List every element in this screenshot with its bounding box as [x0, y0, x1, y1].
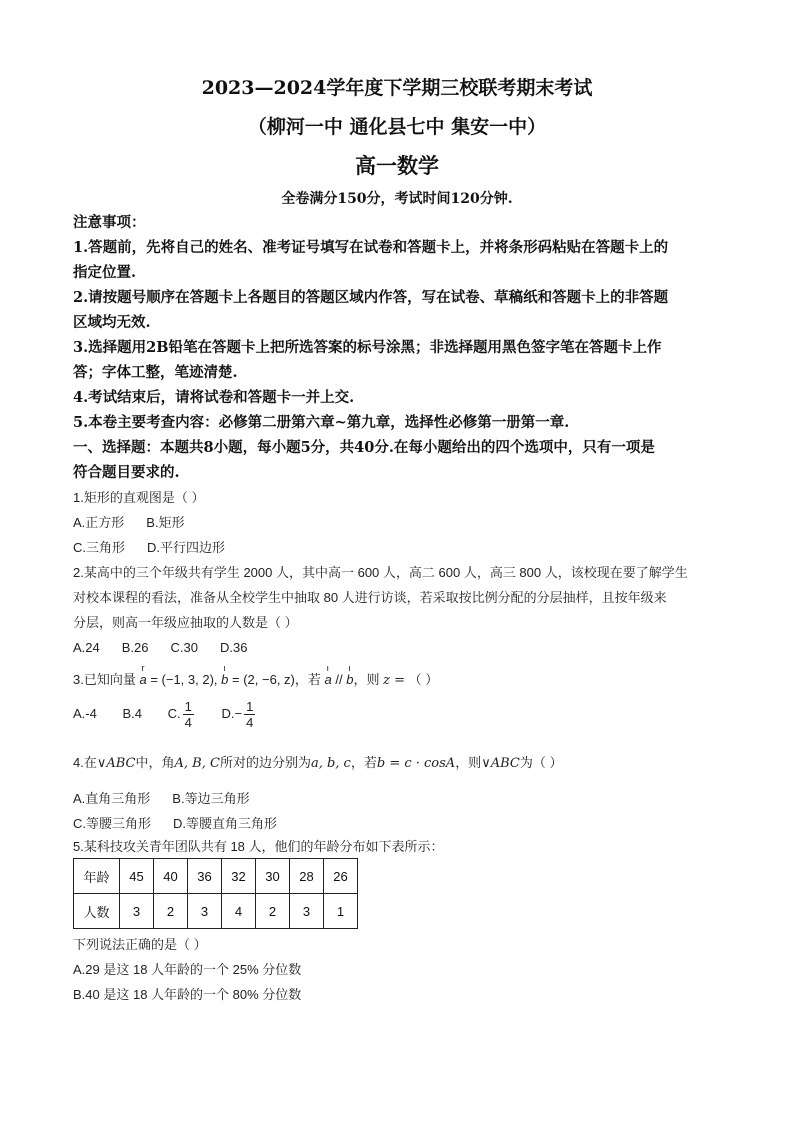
q2-option-a: A.24: [73, 640, 100, 655]
vector-b: ı b: [221, 663, 229, 687]
vector-a-2: ı a: [324, 663, 332, 687]
q2-option-b: B.26: [121, 640, 149, 655]
q1-option-c: C.三角形: [73, 540, 126, 555]
q2-option-d: D.36: [219, 640, 248, 655]
q2-line1: 2.某高中的三个年级共有学生 2000 人，其中高一 600 人，高二 600 人，高三 800 人，该校现在要了解学生: [73, 565, 688, 580]
table-cell: 4: [222, 894, 256, 929]
table-header-age: 年龄: [74, 859, 120, 894]
q3-option-b: B.4: [122, 705, 142, 721]
q3-option-a: A.-4: [73, 705, 97, 721]
note-5: 5.本卷主要考查内容：必修第二册第六章~第九章，选择性必修第一册第一章.: [73, 414, 570, 431]
table-cell: 32: [222, 859, 256, 894]
q3-z: z =: [383, 673, 405, 688]
vector-b-2: ı b: [346, 663, 354, 687]
exam-title: 2023—2024学年度下学期三校联考期末考试: [201, 77, 593, 99]
table-cell: 30: [256, 859, 290, 894]
q3-option-d: D.− $\frac{1}{4}$: [221, 699, 254, 730]
q1-option-b: B.矩形: [146, 515, 185, 530]
q1-option-d: D.平行四边形: [147, 540, 226, 555]
note-2b: 区域均无效.: [73, 314, 151, 331]
q1-option-a: A.正方形: [73, 515, 125, 530]
notes-block: [73, 210, 723, 485]
question-1: [73, 485, 723, 560]
sides-abc: a, b, c: [310, 756, 351, 771]
table-cell: 2: [256, 894, 290, 929]
section-1-line2: 符合题目要求的.: [73, 464, 180, 481]
q3-prefix: 3.已知向量: [73, 672, 136, 687]
q5-option-a: A.29 是这 18 人年龄的一个 25% 分位数: [73, 962, 302, 977]
q4-text-2: 所对的边分别为: [219, 755, 311, 770]
q4-option-c: C.等腰三角形: [73, 816, 152, 831]
table-cell: 45: [120, 859, 154, 894]
q3-post: ，则: [353, 672, 380, 687]
q5-question: 下列说法正确的是（ ）: [73, 937, 207, 952]
table-cell: 1: [324, 894, 358, 929]
question-4: [73, 750, 723, 836]
q3-option-c: C. $\frac{1}{4}$: [167, 699, 192, 730]
parallel-symbol: //: [335, 672, 343, 687]
table-cell: 40: [154, 859, 188, 894]
q2-option-c: C.30: [170, 640, 198, 655]
triangle-abc-2: ∨ABC: [481, 756, 520, 771]
angles-abc: A, B, C: [174, 756, 220, 771]
q3-a-value: = (−1, 3, 2),: [150, 672, 218, 687]
q2-line2: 对校本课程的看法，准备从全校学生中抽取 80 人进行访谈，若采取按比例分配的分层抽样，且按年级来: [73, 590, 667, 605]
q4-text-4: ，则: [455, 755, 482, 770]
note-3a: 3.选择题用2B铅笔在答题卡上把所选答案的标号涂黑；非选择题用黑色签字笔在答题卡上作: [73, 339, 662, 356]
subject-title: 高一数学: [355, 153, 439, 178]
table-cell: 3: [290, 894, 324, 929]
table-cell: 3: [188, 894, 222, 929]
table-row-ages: [74, 859, 358, 894]
q2-line3: 分层，则高一年级应抽取的人数是（ ）: [73, 615, 298, 630]
q4-text-1: 中，角: [135, 755, 175, 770]
q3-b-value: = (2, −6, z): [232, 672, 295, 687]
note-4: 4.考试结束后，请将试卷和答题卡一并上交.: [73, 389, 355, 406]
q5-option-b: B.40 是这 18 人年龄的一个 80% 分位数: [73, 987, 302, 1002]
q4-option-d: D.等腰直角三角形: [173, 816, 278, 831]
q4-option-b: B.等边三角形: [172, 791, 250, 806]
table-cell: 3: [120, 894, 154, 929]
q1-stem: 1.矩形的直观图是（ ）: [73, 490, 205, 505]
section-1-line1: 一、选择题：本题共8小题，每小题5分，共40分.在每小题给出的四个选项中，只有一项是: [73, 439, 655, 456]
note-3b: 答；字体工整，笔迹清楚.: [73, 364, 238, 381]
notes-heading: 注意事项：: [73, 214, 146, 231]
table-cell: 36: [188, 859, 222, 894]
note-1a: 1.答题前，先将自己的姓名、准考证号填写在试卷和答题卡上，并将条形码粘贴在答题卡上的: [73, 239, 669, 256]
question-2: [73, 560, 723, 660]
table-cell: 2: [154, 894, 188, 929]
q3-blank: （ ）: [408, 672, 439, 687]
question-3: [73, 663, 723, 730]
q4-option-a: A.直角三角形: [73, 791, 151, 806]
table-cell: 28: [290, 859, 324, 894]
age-distribution-table: [73, 858, 358, 929]
q4-prefix: 4.在: [73, 755, 97, 770]
note-1b: 指定位置.: [73, 264, 137, 281]
table-row-counts: [74, 894, 358, 929]
question-5-options: [73, 932, 723, 1007]
q4-condition: b = c · cosA: [376, 756, 456, 771]
school-names: （柳河一中 通化县七中 集安一中）: [247, 116, 547, 138]
vector-a: r a: [139, 663, 147, 687]
fraction-one-quarter: $\frac{1}{4}$: [184, 699, 192, 730]
table-header-count: 人数: [74, 894, 120, 929]
note-2a: 2.请按题号顺序在答题卡上各题目的答题区域内作答，写在试卷、草稿纸和答题卡上的非答题: [73, 289, 669, 306]
q4-text-3: ，若: [350, 755, 377, 770]
fraction-negative-quarter: $\frac{1}{4}$: [246, 699, 254, 730]
q5-stem: 5.某科技攻关青年团队共有 18 人，他们的年龄分布如下表所示：: [73, 839, 444, 854]
table-cell: 26: [324, 859, 358, 894]
q4-post: 为（ ）: [519, 755, 563, 770]
exam-info: 全卷满分150分，考试时间120分钟.: [281, 191, 513, 207]
q3-mid: ，若: [294, 672, 321, 687]
triangle-abc: ∨ABC: [96, 756, 136, 771]
